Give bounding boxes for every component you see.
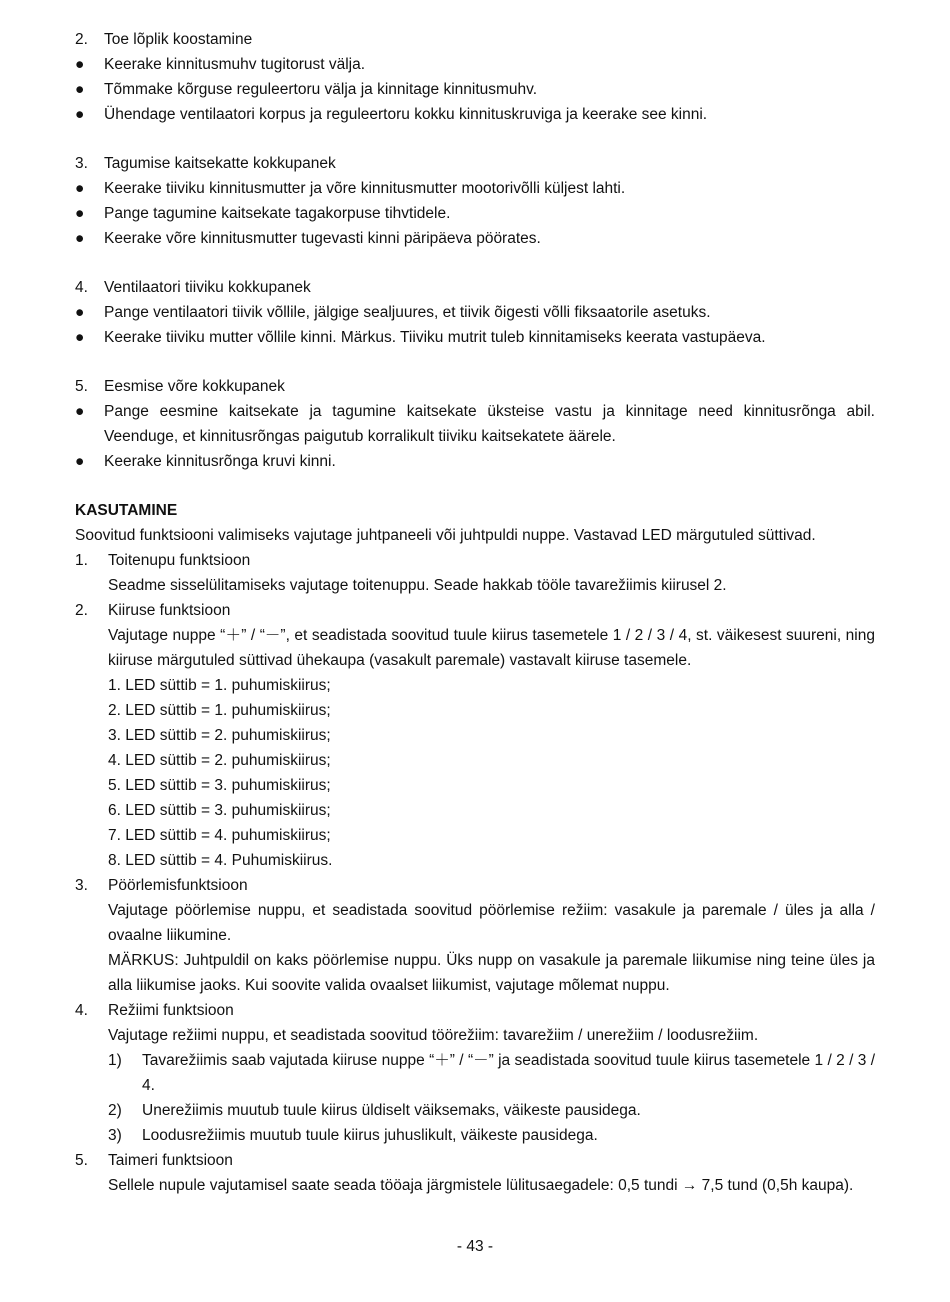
usage-heading: KASUTAMINE — [75, 502, 178, 519]
usage-item-number: 5. — [75, 1152, 88, 1169]
manual-page — [75, 27, 875, 1198]
section-title: Eesmise võre kokkupanek — [104, 378, 285, 395]
usage-item-note: MÄRKUS: Juhtpuldil on kaks pöörlemise nuppu. Üks nupp on vasakule ja paremale liikumise ning teine üles ja alla liikumise jaoks. Kui soovite valida ovaalset liikumist, vajutage mõlemat nuppu. — [108, 952, 875, 994]
usage-item-text: Seadme sisselülitamiseks vajutage toitenuppu. Seade hakkab tööle tavarežiimis kiirusel 2. — [108, 577, 727, 594]
bullet-icon: ● — [75, 106, 85, 123]
usage-item-heading — [75, 998, 875, 1023]
sub-item-text: Unerežiimis muutub tuule kiirus üldiselt väiksemaks, väikeste pausidega. — [142, 1102, 641, 1119]
usage-item-text: Vajutage nuppe “＋” / “－”, et seadistada soovitud tuule kiirus tasemetele 1 / 2 / 3 / 4, st. väikesest suureni, ning kiiruse märgutuled süttivad ühekaupa (vasakult paremale) vastavalt kiiruse tasemele. — [108, 627, 875, 669]
bullet-text: Pange eesmine kaitsekate ja tagumine kaitsekate üksteise vastu ja kinnitage need kinnitusrõnga abil. Veenduge, et kinnitusrõngas paigutub korralikult tiiviku kaitsekatete äärele. — [104, 403, 875, 445]
sub-item-text: Tavarežiimis saab vajutada kiiruse nuppe “＋” / “－” ja seadistada soovitud tuule kiirus tasemetele 1 / 2 / 3 / 4. — [142, 1052, 875, 1094]
bullet-item — [75, 176, 875, 201]
bullet-icon: ● — [75, 180, 85, 197]
spacer — [75, 350, 875, 374]
usage-item-title: Kiiruse funktsioon — [108, 602, 231, 619]
usage-item-text: Sellele nupule vajutamisel saate seada tööaja järgmistele lülitusaegadele: 0,5 tundi → 7,5 tund (0,5h kaupa). — [108, 1177, 854, 1194]
bullet-item — [75, 300, 875, 325]
led-speed-line: 4. LED süttib = 2. puhumiskiirus; — [108, 752, 331, 769]
bullet-item — [75, 52, 875, 77]
bullet-icon: ● — [75, 453, 85, 470]
mode-sub-item — [108, 1098, 875, 1123]
led-speed-line: 5. LED süttib = 3. puhumiskiirus; — [108, 777, 331, 794]
led-speed-line: 7. LED süttib = 4. puhumiskiirus; — [108, 827, 331, 844]
bullet-item — [75, 226, 875, 251]
spacer — [75, 251, 875, 275]
section-heading — [75, 151, 875, 176]
led-speed-line: 8. LED süttib = 4. Puhumiskiirus. — [108, 852, 333, 869]
mode-sub-item — [108, 1048, 875, 1098]
usage-item-heading — [75, 873, 875, 898]
bullet-text: Keerake kinnitusrõnga kruvi kinni. — [104, 453, 336, 470]
bullet-icon: ● — [75, 81, 85, 98]
section-number: 3. — [75, 155, 88, 172]
bullet-item — [75, 399, 875, 449]
section-number: 5. — [75, 378, 88, 395]
section-number: 4. — [75, 279, 88, 296]
bullet-icon: ● — [75, 304, 85, 321]
bullet-text: Pange tagumine kaitsekate tagakorpuse tihvtidele. — [104, 205, 451, 222]
led-speed-line: 2. LED süttib = 1. puhumiskiirus; — [108, 702, 331, 719]
bullet-icon: ● — [75, 205, 85, 222]
usage-item-text: Vajutage režiimi nuppu, et seadistada soovitud töörežiim: tavarežiim / unerežiim / loodusrežiim. — [108, 1027, 759, 1044]
sub-item-number: 3) — [108, 1127, 122, 1144]
usage-item-title: Taimeri funktsioon — [108, 1152, 233, 1169]
bullet-icon: ● — [75, 329, 85, 346]
sub-item-number: 1) — [108, 1052, 122, 1069]
section-title: Ventilaatori tiiviku kokkupanek — [104, 279, 311, 296]
bullet-text: Keerake võre kinnitusmutter tugevasti kinni päripäeva pöörates. — [104, 230, 541, 247]
bullet-icon: ● — [75, 403, 85, 420]
usage-item-text: Vajutage pöörlemise nuppu, et seadistada soovitud pöörlemise režiim: vasakule ja paremale / üles ja alla / ovaalne liikumine. — [108, 902, 875, 944]
bullet-text: Tõmmake kõrguse reguleertoru välja ja kinnitage kinnitusmuhv. — [104, 81, 538, 98]
section-title: Toe lõplik koostamine — [104, 31, 253, 48]
bullet-icon: ● — [75, 230, 85, 247]
led-speed-line: 3. LED süttib = 2. puhumiskiirus; — [108, 727, 331, 744]
section-number: 2. — [75, 31, 88, 48]
usage-item-number: 1. — [75, 552, 88, 569]
bullet-item — [75, 77, 875, 102]
bullet-text: Keerake tiiviku mutter võllile kinni. Märkus. Tiiviku mutrit tuleb kinnitamiseks keerata vastupäeva. — [104, 329, 766, 346]
bullet-item — [75, 449, 875, 474]
usage-item-title: Režiimi funktsioon — [108, 1002, 234, 1019]
usage-item-heading — [75, 548, 875, 573]
usage-item-number: 3. — [75, 877, 88, 894]
section-heading — [75, 374, 875, 399]
bullet-item — [75, 201, 875, 226]
section-heading — [75, 275, 875, 300]
led-speed-line: 1. LED süttib = 1. puhumiskiirus; — [108, 677, 331, 694]
bullet-icon: ● — [75, 56, 85, 73]
spacer — [75, 127, 875, 151]
mode-sub-item — [108, 1123, 875, 1148]
usage-item-number: 2. — [75, 602, 88, 619]
bullet-text: Ühendage ventilaatori korpus ja reguleertoru kokku kinnituskruviga ja keerake see kinni. — [104, 106, 708, 123]
spacer — [75, 474, 875, 498]
bullet-text: Pange ventilaatori tiivik võllile, jälgige sealjuures, et tiivik õigesti võlli fiksaatorile asetuks. — [104, 304, 711, 321]
usage-item-heading — [75, 1148, 875, 1173]
bullet-text: Keerake tiiviku kinnitusmutter ja võre kinnitusmutter mootorivõlli küljest lahti. — [104, 180, 626, 197]
sub-item-number: 2) — [108, 1102, 122, 1119]
section-heading — [75, 27, 875, 52]
usage-item-title: Pöörlemisfunktsioon — [108, 877, 248, 894]
bullet-item — [75, 325, 875, 350]
section-title: Tagumise kaitsekatte kokkupanek — [104, 155, 336, 172]
bullet-text: Keerake kinnitusmuhv tugitorust välja. — [104, 56, 366, 73]
usage-item-number: 4. — [75, 1002, 88, 1019]
usage-item-title: Toitenupu funktsioon — [108, 552, 251, 569]
usage-intro: Soovitud funktsiooni valimiseks vajutage juhtpaneeli või juhtpuldi nuppe. Vastavad LED märgutuled süttivad. — [75, 527, 816, 544]
sub-item-text: Loodusrežiimis muutub tuule kiirus juhuslikult, väikeste pausidega. — [142, 1127, 598, 1144]
led-speed-line: 6. LED süttib = 3. puhumiskiirus; — [108, 802, 331, 819]
page-number: - 43 - — [456, 1238, 494, 1255]
usage-item-heading — [75, 598, 875, 623]
bullet-item — [75, 102, 875, 127]
